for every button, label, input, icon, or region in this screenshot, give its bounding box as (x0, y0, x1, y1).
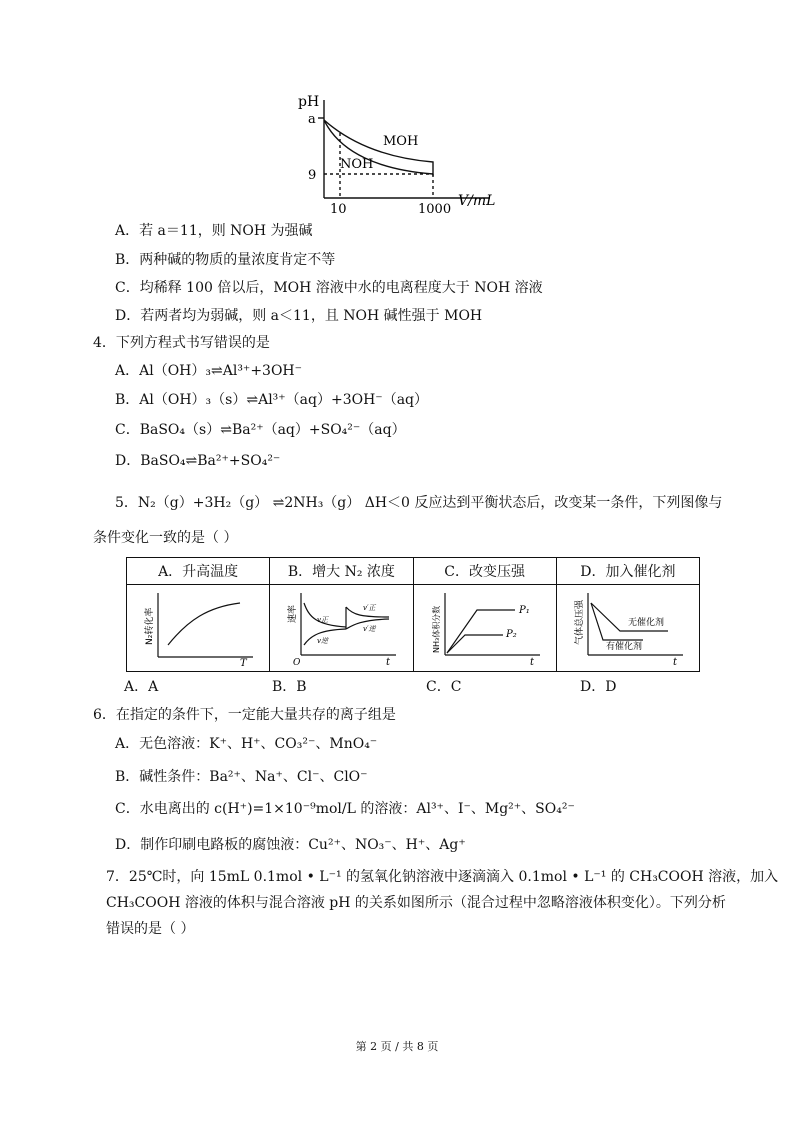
q5-plot-c (415, 585, 555, 667)
plot-a-xlabel: T (240, 658, 247, 667)
tick-1000: 1000 (418, 202, 452, 217)
plot-b-origin: O (293, 658, 301, 667)
axis-x-label: V/mL (458, 193, 496, 209)
q5-answer-d: D．D (580, 679, 617, 695)
plot-d-with-cat: 有催化剂 (605, 642, 642, 652)
curve-label-moh: MOH (383, 134, 419, 149)
q5-header-a: A．升高温度 (127, 558, 270, 585)
q3-option-b: B．两种碱的物质的量浓度肯定不等 (115, 252, 336, 268)
axis-y-label: pH (298, 94, 320, 110)
q6-option-d: D．制作印刷电路板的腐蚀液：Cu²⁺、NO₃⁻、H⁺、Ag⁺ (115, 837, 466, 853)
q5-answer-b: B．B (272, 679, 307, 695)
plot-b-xlabel: t (386, 657, 391, 667)
plot-b-v-rev: v逆 (317, 637, 329, 645)
tick-10: 10 (330, 202, 347, 217)
q4-stem: 4．下列方程式书写错误的是 (93, 335, 270, 351)
q3-option-c: C．均稀释 100 倍以后，MOH 溶液中水的电离程度大于 NOH 溶液 (115, 280, 543, 296)
q4-option-d: D．BaSO₄⇌Ba²⁺+SO₄²⁻ (115, 453, 281, 469)
plot-b-ylabel: 速率 (288, 604, 299, 623)
q5-plot-a (128, 585, 268, 667)
curve-label-noh: NOH (340, 157, 374, 172)
q4-option-c: C．BaSO₄（s）⇌Ba²⁺（aq）+SO₄²⁻（aq） (115, 422, 406, 438)
q5-answer-c: C．C (426, 679, 462, 695)
tick-a: a (308, 112, 316, 127)
tick-9: 9 (308, 168, 317, 183)
plot-c-ylabel: NH₃体积分数 (431, 605, 441, 653)
q7-line3: 错误的是（ ） (106, 921, 195, 937)
plot-c-p2: P₂ (505, 629, 517, 640)
q5-header-c: C．改变压强 (413, 558, 556, 585)
q5-header-d: D．加入催化剂 (556, 558, 699, 585)
plot-b-v-fwd: v正 (317, 616, 329, 624)
plot-d-no-cat: 无催化剂 (627, 618, 664, 628)
q5-plot-a-cell (127, 585, 270, 672)
q3-option-d: D．若两者均为弱碱，则 a＜11，且 NOH 碱性强于 MOH (115, 308, 483, 324)
plot-b-v-fwd2: v′正 (363, 604, 376, 612)
plot-c-p1: P₁ (518, 605, 530, 616)
plot-c-xlabel: t (529, 657, 534, 667)
q5-stem-line2: 条件变化一致的是（ ） (93, 530, 238, 546)
plot-d-ylabel: 气体总压强 (574, 599, 585, 645)
plot-d-xlabel: t (672, 657, 677, 667)
q5-header-b: B．增大 N₂ 浓度 (270, 558, 413, 585)
q6-option-b: B．碱性条件：Ba²⁺、Na⁺、Cl⁻、ClO⁻ (115, 769, 368, 785)
q4-option-b: B．Al（OH）₃（s）⇌Al³⁺（aq）+3OH⁻（aq） (115, 392, 429, 408)
q7-line1: 7．25℃时，向 15mL 0.1mol • L⁻¹ 的氢氧化钠溶液中逐滴滴入 0.1mol • L⁻¹ 的 CH₃COOH 溶液，加入 (106, 869, 779, 885)
q5-answer-a: A．A (124, 679, 159, 695)
plot-a-ylabel: N₂转化率 (145, 607, 156, 645)
q5-plot-d-cell (556, 585, 699, 672)
q6-option-a: A．无色溶液：K⁺、H⁺、CO₃²⁻、MnO₄⁻ (115, 736, 378, 752)
page-footer: 第 2 页 / 共 8 页 (355, 1040, 439, 1053)
q5-plot-b (271, 585, 411, 667)
q7-line2: CH₃COOH 溶液的体积与混合溶液 pH 的关系如图所示（混合过程中忽略溶液体积变化）。下列分析 (106, 895, 726, 911)
q5-stem-line1: 5．N₂（g）+3H₂（g） ⇌2NH₃（g） ΔH＜0 反应达到平衡状态后，改变某一条件，下列图像与 (115, 495, 723, 511)
q5-graph-table (126, 557, 700, 672)
q3-option-a: A．若 a＝11，则 NOH 为强碱 (115, 223, 313, 239)
q6-option-c: C．水电离出的 c(H⁺)=1×10⁻⁹mol/L 的溶液：Al³⁺、I⁻、Mg²⁺、SO₄²⁻ (115, 801, 575, 817)
plot-b-v-rev2: v′逆 (363, 625, 376, 633)
q5-plot-b-cell (270, 585, 413, 672)
ph-dilution-figure (290, 88, 510, 218)
q6-stem: 6．在指定的条件下，一定能大量共存的离子组是 (93, 707, 396, 723)
q5-plot-d (558, 585, 698, 667)
q5-plot-c-cell (413, 585, 556, 672)
q4-option-a: A．Al（OH）₃⇌Al³⁺+3OH⁻ (115, 363, 303, 379)
